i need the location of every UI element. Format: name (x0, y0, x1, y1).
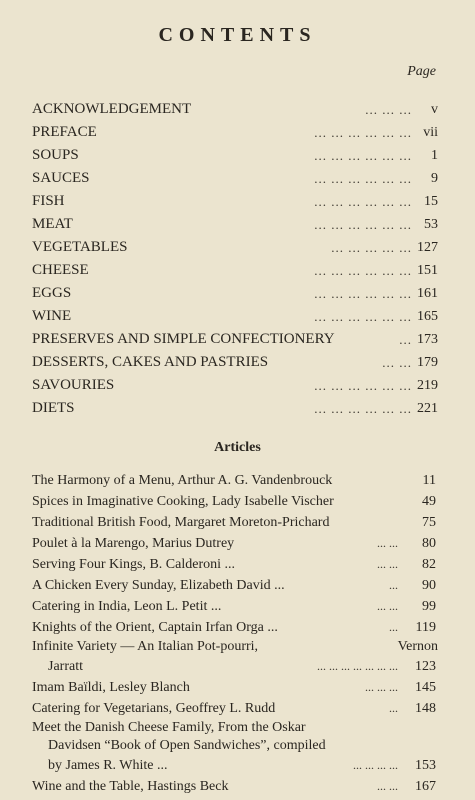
article-title-line (32, 638, 438, 656)
toc-entry-page: 221 (417, 401, 438, 416)
toc-entry-title: VEGETABLES (32, 239, 128, 255)
toc-entry[interactable] (32, 167, 438, 190)
article-page: 75 (422, 515, 436, 530)
toc-entry-title: MEAT (32, 216, 73, 232)
article-entry[interactable] (32, 533, 438, 554)
article-entry[interactable] (32, 719, 438, 776)
article-title: Catering for Vegetarians, Geoffrey L. Rudd (32, 701, 276, 716)
toc-entry[interactable] (32, 305, 438, 328)
article-page: 99 (422, 599, 436, 614)
toc-entry-title: DESSERTS, CAKES AND PASTRIES (32, 354, 269, 370)
articles-list (32, 470, 438, 797)
toc-leader: ... ... ... ... ... (331, 240, 412, 255)
toc-leader: ... ... (382, 355, 412, 370)
article-leader: ... (389, 701, 398, 715)
article-last-line (32, 755, 438, 776)
article-page: 119 (415, 620, 436, 635)
toc-entry-page: 53 (424, 217, 438, 232)
article-title: Wine and the Table, Hastings Beck (32, 779, 229, 794)
toc-entry[interactable] (32, 397, 438, 420)
article-leader: ... (389, 620, 398, 634)
article-leader: ... ... (377, 599, 398, 613)
article-entry[interactable] (32, 554, 438, 575)
article-title-line: Meet the Danish Cheese Family, From the Oskar (32, 720, 306, 735)
toc-entry-title: PREFACE (32, 124, 97, 140)
toc-entry-title: DIETS (32, 400, 75, 416)
article-title-part: by James R. White ... (48, 758, 168, 773)
toc-leader: ... ... ... ... ... ... (314, 401, 412, 416)
article-page: 145 (415, 680, 436, 695)
articles-heading: Articles (214, 440, 261, 455)
contents-list (32, 98, 438, 420)
article-leader: ... (389, 578, 398, 592)
article-title-part: Vernon (397, 639, 438, 654)
article-title: Traditional British Food, Margaret Moreton-Prichard (32, 515, 330, 530)
article-page: 82 (422, 557, 436, 572)
toc-entry-page: v (431, 102, 438, 117)
article-leader: ... ... (377, 779, 398, 793)
article-leader: ... ... (377, 536, 398, 550)
article-title-line: Davidsen “Book of Open Sandwiches”, compiled (48, 738, 326, 753)
toc-leader: ... ... ... ... ... ... (314, 125, 412, 140)
toc-entry-title: SAUCES (32, 170, 90, 186)
toc-entry[interactable] (32, 282, 438, 305)
article-entry[interactable] (32, 677, 438, 698)
toc-entry[interactable] (32, 144, 438, 167)
toc-entry-title: SOUPS (32, 147, 79, 163)
toc-entry-title: PRESERVES AND SIMPLE CONFECTIONERY (32, 331, 335, 347)
toc-leader: ... ... ... (365, 102, 412, 117)
toc-entry-page: 161 (417, 286, 438, 301)
toc-entry-page: 219 (417, 378, 438, 393)
article-title-part: Infinite Variety — An Italian Pot-pourri, (32, 639, 259, 654)
article-title: Knights of the Orient, Captain Irfan Orga ... (32, 620, 278, 635)
article-entry[interactable] (32, 698, 438, 719)
article-title: A Chicken Every Sunday, Elizabeth David ... (32, 578, 285, 593)
toc-entry-title: FISH (32, 193, 65, 209)
article-title-part: Jarratt (48, 659, 83, 674)
article-page: 90 (422, 578, 436, 593)
article-leader: ... ... (377, 557, 398, 571)
article-entry[interactable] (32, 596, 438, 617)
article-title: The Harmony of a Menu, Arthur A. G. Vandenbrouck (32, 473, 333, 488)
page-column-label: Page (407, 64, 436, 79)
toc-entry-title: CHEESE (32, 262, 89, 278)
toc-entry[interactable] (32, 374, 438, 397)
toc-leader: ... ... ... ... ... ... (314, 263, 412, 278)
article-leader: ... ... ... (365, 680, 398, 694)
toc-leader: ... (399, 332, 412, 347)
toc-entry-title: ACKNOWLEDGEMENT (32, 101, 192, 117)
toc-leader: ... ... ... ... ... ... (314, 194, 412, 209)
toc-entry-page: 1 (431, 148, 438, 163)
article-title: Poulet à la Marengo, Marius Dutrey (32, 536, 235, 551)
toc-leader: ... ... ... ... ... ... (314, 171, 412, 186)
toc-entry-page: 179 (417, 355, 438, 370)
toc-leader: ... ... ... ... ... ... (314, 148, 412, 163)
article-title: Imam Baïldi, Lesley Blanch (32, 680, 190, 695)
article-page: 123 (415, 659, 436, 674)
toc-entry[interactable] (32, 190, 438, 213)
toc-entry-page: 15 (424, 194, 438, 209)
article-leader: ... ... ... ... (353, 758, 398, 772)
toc-entry-page: 165 (417, 309, 438, 324)
toc-entry[interactable] (32, 98, 438, 121)
toc-entry-page: 127 (417, 240, 438, 255)
toc-entry-page: vii (423, 125, 438, 140)
toc-entry[interactable] (32, 213, 438, 236)
article-entry[interactable] (32, 776, 438, 797)
toc-entry[interactable] (32, 328, 438, 351)
article-entry[interactable] (32, 638, 438, 677)
article-page: 153 (415, 758, 436, 773)
toc-entry-page: 151 (417, 263, 438, 278)
article-leader: ... ... ... ... ... ... ... (317, 659, 398, 673)
toc-entry-title: WINE (32, 308, 72, 324)
article-page: 167 (415, 779, 436, 794)
article-page: 11 (422, 473, 436, 488)
article-entry[interactable] (32, 617, 438, 638)
page-title: CONTENTS (158, 24, 317, 46)
article-entry[interactable] (32, 512, 438, 533)
article-page: 49 (422, 494, 436, 509)
toc-leader: ... ... ... ... ... ... (314, 286, 412, 301)
article-entry[interactable] (32, 575, 438, 596)
toc-leader: ... ... ... ... ... ... (314, 378, 412, 393)
toc-entry[interactable] (32, 236, 438, 259)
toc-entry-page: 173 (417, 332, 438, 347)
toc-entry-page: 9 (431, 171, 438, 186)
toc-entry[interactable] (32, 351, 438, 374)
article-entry[interactable] (32, 491, 438, 512)
article-page: 80 (422, 536, 436, 551)
article-entry[interactable] (32, 470, 438, 491)
toc-entry-title: SAVOURIES (32, 377, 115, 393)
article-last-line (32, 656, 438, 677)
article-title: Serving Four Kings, B. Calderoni ... (32, 557, 235, 572)
toc-leader: ... ... ... ... ... ... (314, 217, 412, 232)
toc-entry-title: EGGS (32, 285, 72, 301)
toc-entry[interactable] (32, 259, 438, 282)
article-page: 148 (415, 701, 436, 716)
article-title: Catering in India, Leon L. Petit ... (32, 599, 222, 614)
article-title: Spices in Imaginative Cooking, Lady Isabelle Vischer (32, 494, 334, 509)
toc-leader: ... ... ... ... ... ... (314, 309, 412, 324)
toc-entry[interactable] (32, 121, 438, 144)
